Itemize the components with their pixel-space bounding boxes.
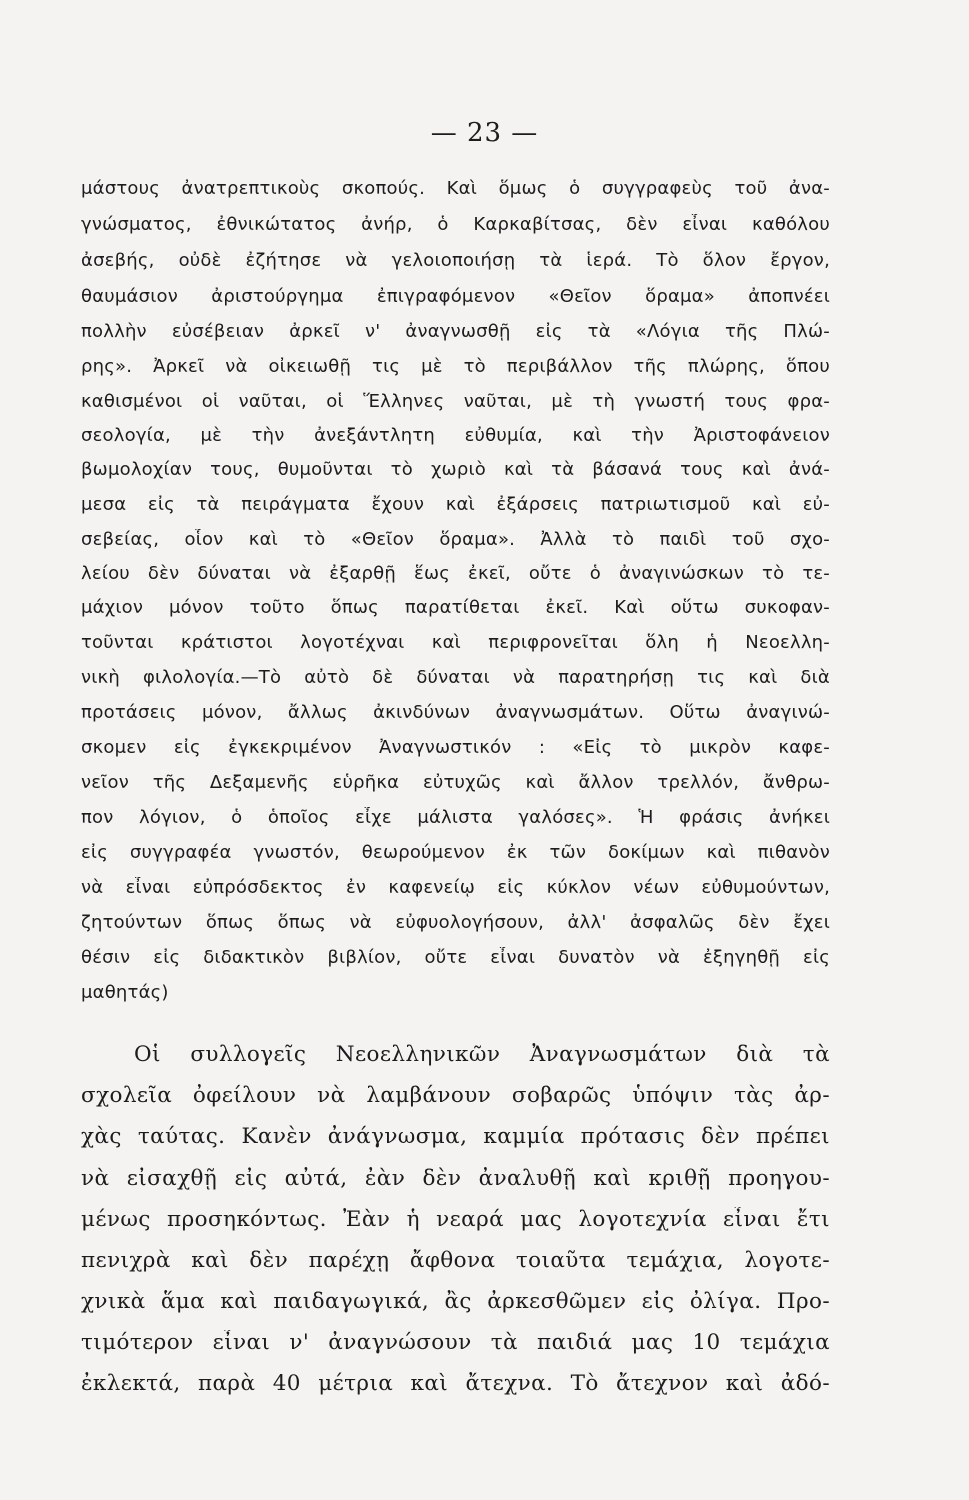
text-line: εἰς συγγραφέα γνωστόν, θεωρούμενον ἐκ τῶν δοκίμων καὶ πιθανὸν bbox=[81, 842, 830, 863]
text-line: βωμολοχίαν τους, θυμοῦνται τὸ χωριὸ καὶ τὰ βάσανά τους καὶ ἀνά- bbox=[81, 459, 830, 480]
text-line: πολλὴν εὐσέβειαν ἀρκεῖ ν' ἀναγνωσθῇ εἰς τὰ «Λόγια τῆς Πλώ- bbox=[81, 321, 830, 342]
text-line: καθισμένοι οἱ ναῦται, οἱ Ἕλληνες ναῦται, μὲ τὴ γνωστή τους φρα- bbox=[81, 391, 830, 412]
text-line: νικὴ φιλολογία.—Τὸ αὐτὸ δὲ δύναται νὰ παρατηρήσῃ τις καὶ διὰ bbox=[81, 667, 830, 688]
text-line: τοῦνται κράτιστοι λογοτέχναι καὶ περιφρονεῖται ὅλη ἡ Νεοελλη- bbox=[81, 632, 830, 653]
text-line: χὰς ταύτας. Κανὲν ἀνάγνωσμα, καμμία πρότασις δὲν πρέπει bbox=[81, 1124, 830, 1149]
text-line: Οἱ συλλογεῖς Νεοελληνικῶν Ἀναγνωσμάτων διὰ τὰ bbox=[134, 1042, 830, 1067]
text-line: μάστους ἀνατρεπτικοὺς σκοπούς. Καὶ ὅμως ὁ συγγραφεὺς τοῦ ἀνα- bbox=[81, 178, 830, 199]
text-line: μάχιον μόνον τοῦτο ὅπως παρατίθεται ἐκεῖ. Καὶ οὕτω συκοφαν- bbox=[81, 597, 830, 618]
text-line: ἐκλεκτά, παρὰ 40 μέτρια καὶ ἄτεχνα. Τὸ ἄτεχνον καὶ ἀδό- bbox=[81, 1371, 830, 1396]
text-line: τιμότερον εἶναι ν' ἀναγνώσουν τὰ παιδιά μας 10 τεμάχια bbox=[81, 1330, 830, 1355]
text-line: ἀσεβής, οὐδὲ ἐζήτησε νὰ γελοιοποιήσῃ τὰ ἱερά. Τὸ ὅλον ἔργον, bbox=[81, 250, 830, 271]
text-line: νὰ εἶναι εὐπρόσδεκτος ἐν καφενείῳ εἰς κύκλον νέων εὐθυμούντων, bbox=[81, 877, 830, 898]
text-line: ζητούντων ὅπως ὅπως νὰ εὐφυολογήσουν, ἀλλ' ἀσφαλῶς δὲν ἔχει bbox=[81, 912, 830, 933]
text-line: θαυμάσιον ἀριστούργημα ἐπιγραφόμενον «Θεῖον ὅραμα» ἀποπνέει bbox=[81, 286, 830, 307]
text-line: λείου δὲν δύναται νὰ ἐξαρθῇ ἕως ἐκεῖ, οὔτε ὁ ἀναγινώσκων τὸ τε- bbox=[81, 563, 830, 584]
text-line: χνικὰ ἅμα καὶ παιδαγωγικά, ἂς ἀρκεσθῶμεν εἰς ὀλίγα. Προ- bbox=[81, 1289, 830, 1314]
text-line: σεολογία, μὲ τὴν ἀνεξάντλητη εὐθυμία, καὶ τὴν Ἀριστοφάνειον bbox=[81, 425, 830, 446]
text-line: θέσιν εἰς διδακτικὸν βιβλίον, οὔτε εἶναι δυνατὸν νὰ ἐξηγηθῇ εἰς bbox=[81, 947, 830, 968]
text-line: σχολεῖα ὀφείλουν νὰ λαμβάνουν σοβαρῶς ὑπόψιν τὰς ἀρ- bbox=[81, 1083, 830, 1108]
text-line: ρης». Ἀρκεῖ νὰ οἰκειωθῇ τις μὲ τὸ περιβάλλον τῆς πλώρης, ὅπου bbox=[81, 356, 830, 377]
page-number: — 23 — bbox=[430, 118, 539, 148]
text-line: προτάσεις μόνον, ἄλλως ἀκινδύνων ἀναγνωσμάτων. Οὕτω ἀναγινώ- bbox=[81, 702, 830, 723]
text-line: γνώσματος, ἐθνικώτατος ἀνήρ, ὁ Καρκαβίτσας, δὲν εἶναι καθόλου bbox=[81, 214, 830, 235]
text-line: μένως προσηκόντως. Ἐὰν ἡ νεαρά μας λογοτεχνία εἶναι ἔτι bbox=[81, 1207, 830, 1232]
text-line: πενιχρὰ καὶ δὲν παρέχῃ ἄφθονα τοιαῦτα τεμάχια, λογοτε- bbox=[81, 1248, 830, 1273]
text-line: μεσα εἰς τὰ πειράγματα ἔχουν καὶ ἐξάρσεις πατριωτισμοῦ καὶ εὐ- bbox=[81, 494, 830, 515]
text-line: νεῖον τῆς Δεξαμενῆς εὑρῆκα εὐτυχῶς καὶ ἄλλον τρελλόν, ἄνθρω- bbox=[81, 772, 830, 793]
text-line: νὰ εἰσαχθῇ εἰς αὐτά, ἐὰν δὲν ἀναλυθῇ καὶ κριθῇ προηγου- bbox=[81, 1166, 830, 1191]
text-line: σκομεν εἰς ἐγκεκριμένον Ἀναγνωστικόν : «Εἰς τὸ μικρὸν καφε- bbox=[81, 737, 830, 758]
text-line: πον λόγιον, ὁ ὁποῖος εἶχε μάλιστα γαλόσες». Ἡ φράσις ἀνήκει bbox=[81, 807, 830, 828]
text-line: σεβείας, οἷον καὶ τὸ «Θεῖον ὅραμα». Ἀλλὰ τὸ παιδὶ τοῦ σχο- bbox=[81, 529, 830, 550]
text-line: μαθητάς) bbox=[81, 982, 169, 1003]
